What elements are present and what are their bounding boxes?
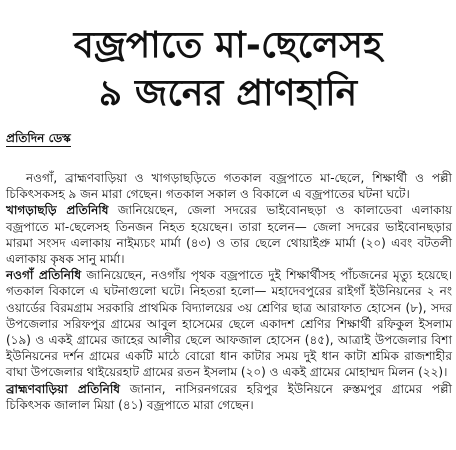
paragraph-text-brahmanbaria: জানান, নাসিরনগরের হরিপুর ইউনিয়নে রুস্তমপুর গ্রামের পল্লী চিকিৎসক জালাল মিয়া (৪১) বজ্রপাতে মারা গেছেন। — [6, 381, 452, 412]
paragraph-text-naogaon: জানিয়েছেন, নওগাঁয় পৃথক বজ্রপাতে দুই শিক্ষার্থীসহ পাঁচজনের মৃত্যু হয়েছে। গতকাল বিকালে এ ঘটনাগুলো ঘটে। নিহতরা হলো— মহাদেবপুরের রাইগাঁ ইউনিয়নের ২ নং ওয়ার্ডের বিরমগ্রাম সরকারি প্রাথমিক বিদ্যালয়ের ৩য় শ্রেণির ছাত্র আরাফাত হোসেন (৮), সদর উপজেলার সরিফপুর গ্রামের আবুল হাসেমের ছেলে একাদশ শ্রেণির শিক্ষার্থী রফিকুল ইসলাম (১৯) ও একই গ্রামের জাহের আলীর ছেলে আফজাল হোসেন (৪৫), আত্রাই উপজেলার বিশা ইউনিয়নের দর্শন গ্রামের একটি মাঠে বোরো ধান কাটার সময় দুই ধান কাটা শ্রমিক রাজশাহীর বাঘা উপজেলার থাইয়েরহাট গ্রামের রতন ইসলাম (২০) ও একই গ্রামের মোহাম্মদ মিলন (২২)। — [6, 268, 452, 380]
headline-line-2: ৯ জনের প্রাণহানি — [98, 73, 358, 114]
headline — [0, 22, 456, 118]
dateline-khagrachari: খাগড়াছড়ি প্রতিনিধি — [6, 203, 109, 218]
article-body — [6, 170, 452, 413]
desk-byline: প্রতিদিন ডেস্ক — [6, 131, 71, 145]
paragraph-brahmanbaria — [6, 381, 452, 413]
dateline-brahmanbaria: ব্রাহ্মণবাড়িয়া প্রতিনিধি — [6, 381, 120, 396]
paragraph-text-khagrachari: জানিয়েছেন, জেলা সদরের ভাইবোনছড়া ও কালাডেবা এলাকায় বজ্রপাতে মা-ছেলেসহ তিনজন নিহত হয়েছেন। তারা হলেন— জেলা সদরের ভাইবোনছড়ার মারমা সংসদ এলাকায় নাইম্যচং মার্মা (৪৩) ও তার ছেলে থোয়াইপ্রু মার্মা (২০) এবং বটতলী এলাকায় কৃষক সানু মার্মা। — [6, 203, 452, 267]
intro-paragraph: নওগাঁ, ব্রাহ্মণবাড়িয়া ও খাগড়াছড়িতে গতকাল বজ্রপাতে মা-ছেলে, শিক্ষার্থী ও পল্লী চিকিৎসকসহ ৯ জন মারা গেছেন। গতকাল সকাল ও বিকালে এ বজ্রপাতের ঘটনা ঘটে। — [6, 171, 452, 202]
paragraph-naogaon — [6, 267, 452, 380]
dateline-naogaon: নওগাঁ প্রতিনিধি — [6, 268, 82, 283]
paragraph-khagrachari — [6, 202, 452, 267]
headline-line-1: বজ্রপাতে মা-ছেলেসহ — [73, 25, 383, 66]
